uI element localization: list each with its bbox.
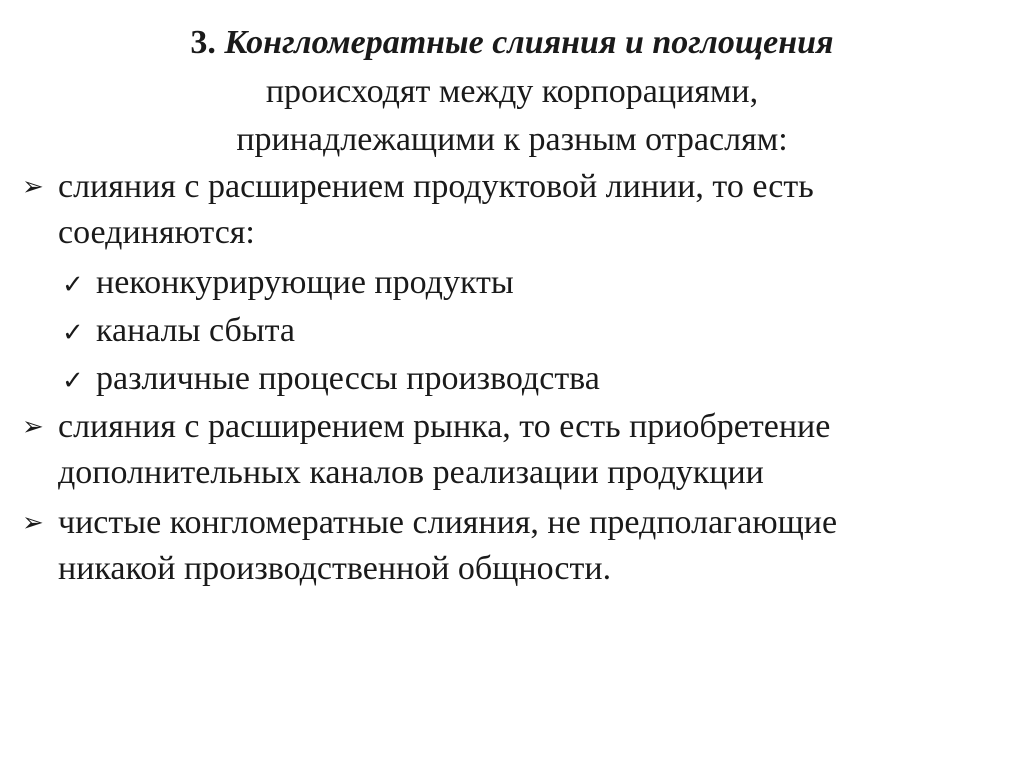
bullet-text-line: чистые конгломератные слияния, не предполагающие [58,504,838,541]
check-item [62,260,514,308]
check-item-text: различные процессы производства [96,360,600,397]
check-item-text: неконкурирующие продукты [96,264,514,301]
bullet-text-line: соединяются: [58,214,255,251]
subtitle-line-1: происходят между корпорациями, [265,73,759,110]
arrow-bullet-icon: ➢ [22,508,44,538]
slide-title [0,20,1024,66]
arrow-bullet-icon: ➢ [22,172,44,202]
bullet-item [22,500,1002,592]
check-item [62,356,600,404]
bullet-text-line: слияния с расширением продуктовой линии, то есть [58,168,814,205]
checkmark-icon: ✓ [62,270,84,300]
bullet-item [22,164,1002,256]
bullet-text-line: слияния с расширением рынка, то есть приобретение [58,408,831,445]
title-number: 3. [190,24,216,61]
arrow-bullet-icon: ➢ [22,412,44,442]
bullet-text-line: никакой производственной общности. [58,550,612,587]
subtitle-line-2: принадлежащими к разным отраслям: [236,121,788,158]
check-item [62,308,295,356]
title-text: Конгломератные слияния и поглощения [224,24,834,61]
bullet-text-line: дополнительных каналов реализации продукции [58,454,764,491]
checkmark-icon: ✓ [62,318,84,348]
check-item-text: каналы сбыта [96,312,296,349]
bullet-item [22,404,1002,496]
checkmark-icon: ✓ [62,366,84,396]
